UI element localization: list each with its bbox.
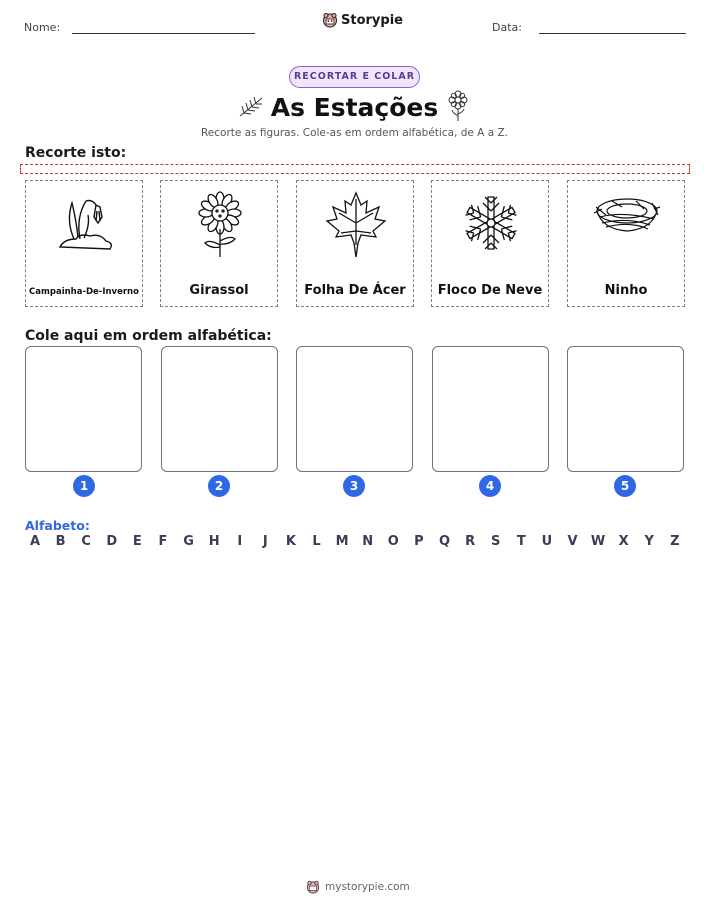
card-label: Girassol [189,283,249,298]
cutout-card-nest[interactable] [567,180,685,307]
alphabet-letter: F [158,534,168,549]
brand-name: Storypie [341,12,403,28]
alphabet-letter: K [285,534,296,549]
alphabet-letter: U [541,534,553,549]
paste-slot-3[interactable] [296,346,413,472]
alphabet-letter: B [55,534,66,549]
card-label: Ninho [604,283,648,298]
paste-slot-1[interactable] [25,346,142,472]
storypie-mascot-icon [306,880,320,894]
alphabet-letter: S [491,534,501,549]
footer [306,880,410,894]
alphabet-letter: V [567,534,578,549]
alphabet-letter: H [208,534,220,549]
alphabet-letter: E [132,534,142,549]
slot-number-5: 5 [614,475,636,497]
alphabet-letter: Q [438,534,451,549]
alphabet-letter: N [362,534,374,549]
card-label: Campainha-De-Inverno [29,287,139,297]
alphabet-letter: I [237,534,243,549]
alphabet-letter: T [516,534,526,549]
alphabet-letter: A [29,534,41,549]
alphabet-letter: P [414,534,424,549]
alphabet-letter: J [262,534,268,549]
alphabet-letter: R [465,534,476,549]
footer-url[interactable]: mystorypie.com [325,881,410,893]
date-label: Data: [492,21,522,34]
slot-number-2: 2 [208,475,230,497]
alphabet-title: Alfabeto: [25,518,90,533]
paste-section-label: Cole aqui em ordem alfabética: [25,328,272,344]
cutout-card-snowdrop[interactable] [25,180,143,307]
maple-leaf-icon [321,189,391,259]
alphabet-letter: X [618,534,629,549]
snowflake-icon [456,189,526,259]
slot-number-1: 1 [73,475,95,497]
slot-number-4: 4 [479,475,501,497]
name-label: Nome: [24,21,61,34]
alphabet-letter: L [312,534,321,549]
alphabet-letter: Y [644,534,654,549]
cut-section-label: Recorte isto: [25,145,127,161]
cutout-card-snowflake[interactable] [431,180,549,307]
cutout-card-maple-leaf[interactable] [296,180,414,307]
paste-slot-4[interactable] [432,346,549,472]
storypie-logo [322,12,403,28]
alphabet-row [25,534,685,549]
instructions: Recorte as figuras. Cole-as em ordem alfabética, de A a Z. [200,127,509,139]
alphabet-letter: D [106,534,118,549]
alphabet-letter: M [335,534,349,549]
cutout-card-sunflower[interactable] [160,180,278,307]
card-label: Folha De Ácer [304,283,406,298]
paste-slot-2[interactable] [161,346,278,472]
alphabet-letter: Z [670,534,680,549]
slot-number-3: 3 [343,475,365,497]
alphabet-letter: O [387,534,399,549]
storypie-mascot-icon [322,12,338,28]
activity-tag: RECORTAR E COLAR [289,66,420,88]
card-label: Floco De Neve [437,283,543,298]
alphabet-letter: W [590,534,606,549]
page-title: As Estações [270,93,439,122]
sunflower-icon [185,189,255,259]
nest-icon [592,189,662,259]
alphabet-letter: C [81,534,91,549]
date-line[interactable] [539,33,686,34]
paste-slot-5[interactable] [567,346,684,472]
alphabet-letter: G [183,534,194,549]
snowdrop-icon [50,189,120,259]
name-line[interactable] [72,33,255,34]
cut-line [20,164,690,174]
